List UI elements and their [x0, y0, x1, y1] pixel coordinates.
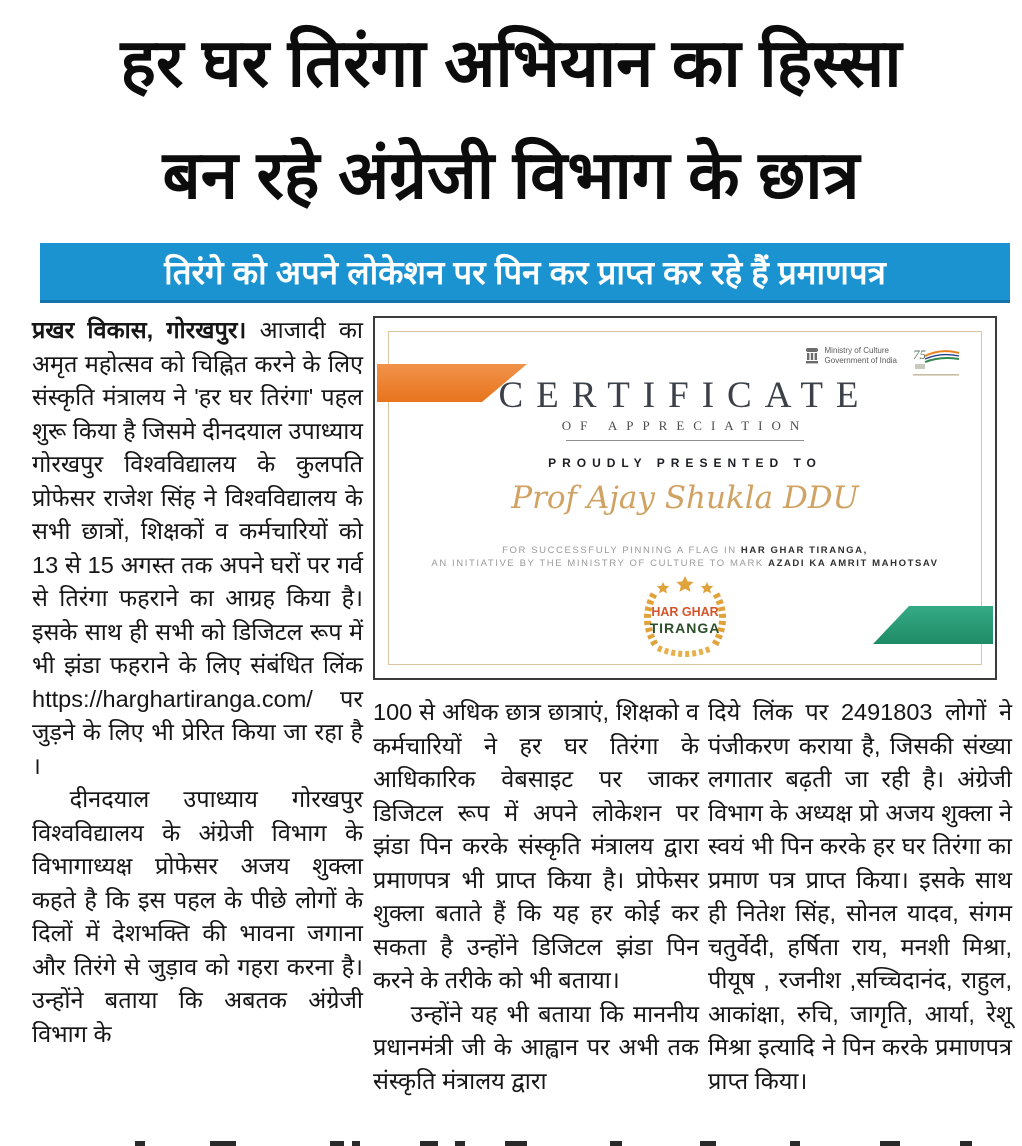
byline: प्रखर विकास, गोरखपुर। — [32, 317, 247, 343]
paragraph-text: 100 से अधिक छात्र छात्राएं, शिक्षको व कर्मचारियों ने हर घर तिरंगा के आधिकारिक वेबसाइट पर जाकर डिजिटल रूप में अपने लोकेशन पर झंडा पिन करके संस्कृति मंत्रालय द्वारा प्रमाणपत्र भी प्राप्त किया है। प्रोफेसर शुक्ला बताते हैं कि यह हर कोई कर सकता है उन्होंने डिजिटल झंडा पिन करने के तरीके को भी बताया। — [373, 699, 699, 993]
headline-line-1: हर घर तिरंगा अभियान का हिस्सा — [120, 26, 902, 101]
ministry-text — [825, 346, 897, 366]
badge-star-center — [676, 576, 693, 592]
article-column-right — [708, 696, 1012, 1098]
body-line1-normal: FOR SUCCESSFULY PINNING A FLAG IN — [502, 545, 741, 556]
article-paragraph — [32, 314, 363, 783]
certificate-body-line1 — [375, 544, 995, 557]
har-ghar-tiranga-badge — [630, 574, 740, 658]
ministry-line1: Ministry of Culture — [824, 346, 889, 355]
certificate-body-text — [375, 544, 995, 570]
badge-text-har-ghar: HAR GHAR — [651, 605, 719, 619]
article-paragraph — [373, 696, 699, 998]
article-column-left — [32, 314, 363, 1051]
paragraph-text: आजादी का अमृत महोत्सव को चिह्नित करने के लिए संस्कृति मंत्रालय ने 'हर घर तिरंगा' पहल शुरू किया है जिसमे दीनदयाल उपाध्याय गोरखपुर विश्वविद्यालय के कुलपति प्रोफेसर राजेश सिंह ने विश्वविद्यालय के सभी छात्रों, शिक्षकों व कर्मचारियों को 13 से 15 अगस्त तक अपने घरों पर गर्व से तिरंगा फहराने का आग्रह किया है। इसके साथ ही सभी को डिजिटल रूप में भी झंडा फहराने के लिए संबंधित लिंक https://harghartiranga.com/ पर जुड़ने के लिए भी प्रेरित किया जा रहा है । — [32, 317, 364, 779]
article-paragraph — [708, 696, 1012, 1098]
subheadline-text: तिरंगे को अपने लोकेशन पर पिन कर प्राप्त कर रहे हैं प्रमाणपत्र — [164, 254, 886, 291]
amrit-logo-75: 75 — [913, 347, 926, 362]
paragraph-text: दीनदयाल उपाध्याय गोरखपुर विश्वविद्यालय के अंग्रेजी विभाग के विभागाध्यक्ष प्रोफेसर अजय शुक्ला कहते है कि इस पहल के पीछे लोगों के दिलों में देशभक्ति की भावना जगाना और तिरंगे से जुड़ाव को गहरा करना है। उन्होंने बताया कि अबतक अंग्रेजी विभाग के — [32, 786, 363, 1047]
ministry-of-culture-logo — [804, 346, 897, 366]
body-line2-bold: AZADI KA AMRIT MAHOTSAV — [768, 558, 939, 569]
paragraph-text: दिये लिंक पर 2491803 लोगों ने पंजीकरण कराया है, जिसकी संख्या लगातार बढ़ती जा रही है। अंग्रेजी विभाग के अध्यक्ष प्रो अजय शुक्ला ने स्वयं भी पिन करके हर घर तिरंगा का प्रमाण पत्र प्राप्त किया। इसके साथ ही नितेश सिंह, सोनल यादव, संगम चतुर्वेदी, हर्षिता राय, मनशी मिश्रा, पीयूष , रजनीश ,सच्चिदानंद, राहुल, आकांक्षा, रुचि, जागृति, आर्या, रेशू मिश्रा इत्यादि ने पिन करके प्रमाणपत्र प्राप्त किया। — [708, 699, 1012, 1094]
article-column-middle — [373, 696, 699, 1098]
certificate-subtitle: OF APPRECIATION — [561, 418, 809, 433]
certificate-body-line2 — [375, 557, 995, 570]
next-headline-cutoff — [0, 1141, 1022, 1146]
body-line1-bold: HAR GHAR TIRANGA, — [740, 545, 868, 556]
badge-laurel-bottom — [658, 648, 712, 654]
subheadline-banner — [40, 243, 1010, 303]
certificate-divider — [566, 440, 804, 441]
headline — [0, 8, 1022, 232]
ministry-line2: Government of India — [824, 356, 897, 365]
emblem-of-india-icon — [804, 346, 820, 366]
badge-star-right — [701, 582, 713, 593]
paragraph-text: उन्होंने यह भी बताया कि माननीय प्रधानमंत्री जी के आह्वान पर अभी तक संस्कृति मंत्रालय द्वारा — [373, 1000, 699, 1094]
article-paragraph — [32, 783, 363, 1051]
recipient-name: Prof Ajay Shukla DDU — [511, 480, 859, 516]
badge-star-left — [657, 582, 669, 593]
badge-text-tiranga: TIRANGA — [649, 620, 721, 636]
headline-line-2: बन रहे अंग्रेजी विभाग के छात्र — [162, 138, 860, 213]
certificate-title: CERTIFICATE — [498, 375, 872, 416]
presented-to-label: PROUDLY PRESENTED TO — [548, 456, 822, 470]
certificate-image — [373, 316, 997, 680]
article-paragraph — [373, 998, 699, 1099]
body-line2-normal: AN INITIATIVE BY THE MINISTRY OF CULTURE TO MARK — [431, 558, 769, 569]
